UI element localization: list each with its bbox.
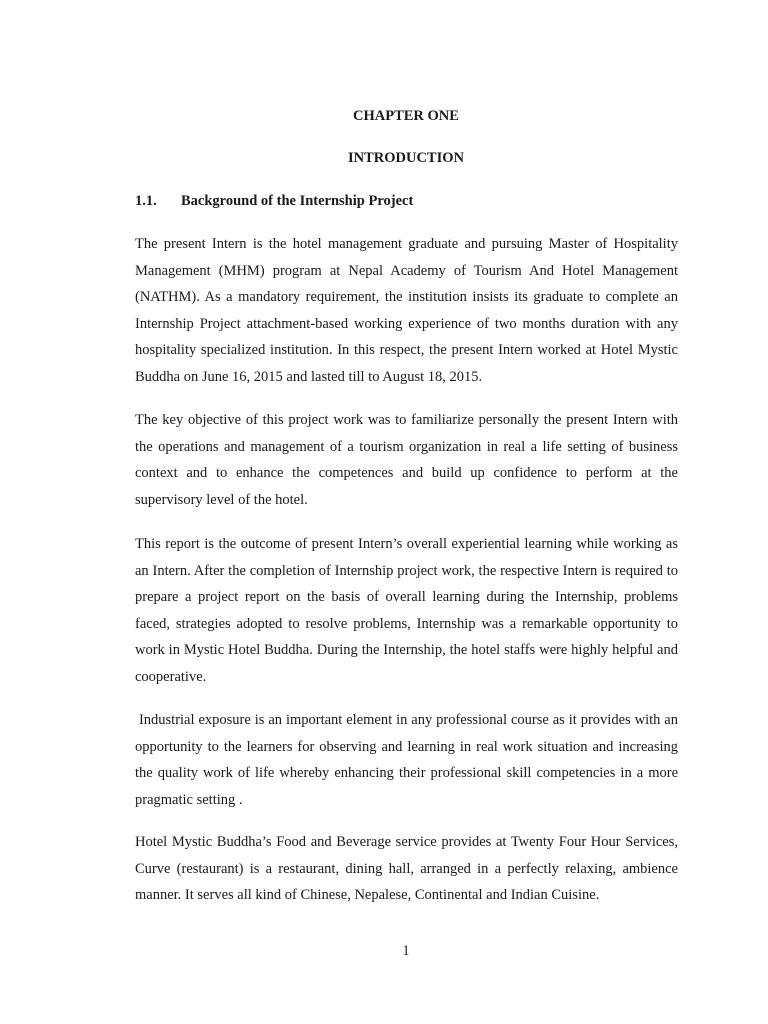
paragraph-background: The present Intern is the hotel management graduate and pursuing Master of Hospitality Management (MHM) program at Nepal Academy of Tourism And Hotel Management (NATHM). As a mandatory requirement, the institution insists its graduate to complete an Internship Project attachment-based working experience of two months duration with any hospitality specialized institution. In this respect, the present Intern worked at Hotel Mystic Buddha on June 16, 2015 and lasted till to August 18, 2015.	[135, 236, 678, 385]
section-title: Background of the Internship Project	[181, 193, 414, 209]
paragraph-report-outcome: This report is the outcome of present Intern’s overall experiential learning while working as an Intern. After the completion of Internship project work, the respective Intern is required to prepare a project report on the basis of overall learning during the Internship, problems faced, strategies adopted to resolve problems, Internship was a remarkable opportunity to work in Mystic Hotel Buddha. During the Internship, the hotel staffs were highly helpful and cooperative.	[135, 536, 678, 685]
chapter-heading: CHAPTER ONE	[353, 108, 459, 124]
paragraph-food-beverage: Hotel Mystic Buddha’s Food and Beverage service provides at Twenty Four Hour Services, Curve (restaurant) is a restaurant, dining hall, arranged in a perfectly relaxing, ambience manner. It serves all kind of Chinese, Nepalese, Continental and Indian Cuisine.	[135, 834, 678, 904]
section-heading	[135, 193, 413, 210]
chapter-title: INTRODUCTION	[347, 150, 464, 166]
paragraph-industrial-exposure: Industrial exposure is an important element in any professional course as it provides with an opportunity to the learners for observing and learning in real work situation and increasing the quality work of life whereby enhancing their professional skill competencies in a more pragmatic setting .	[135, 712, 682, 808]
paragraph-objective: The key objective of this project work was to familiarize personally the present Intern with the operations and management of a tourism organization in real a life setting of business context and to enhance the competences and build up confidence to perform at the supervisory level of the hotel.	[135, 412, 678, 508]
page-number: 1	[402, 943, 410, 959]
section-number: 1.1.	[135, 193, 157, 209]
